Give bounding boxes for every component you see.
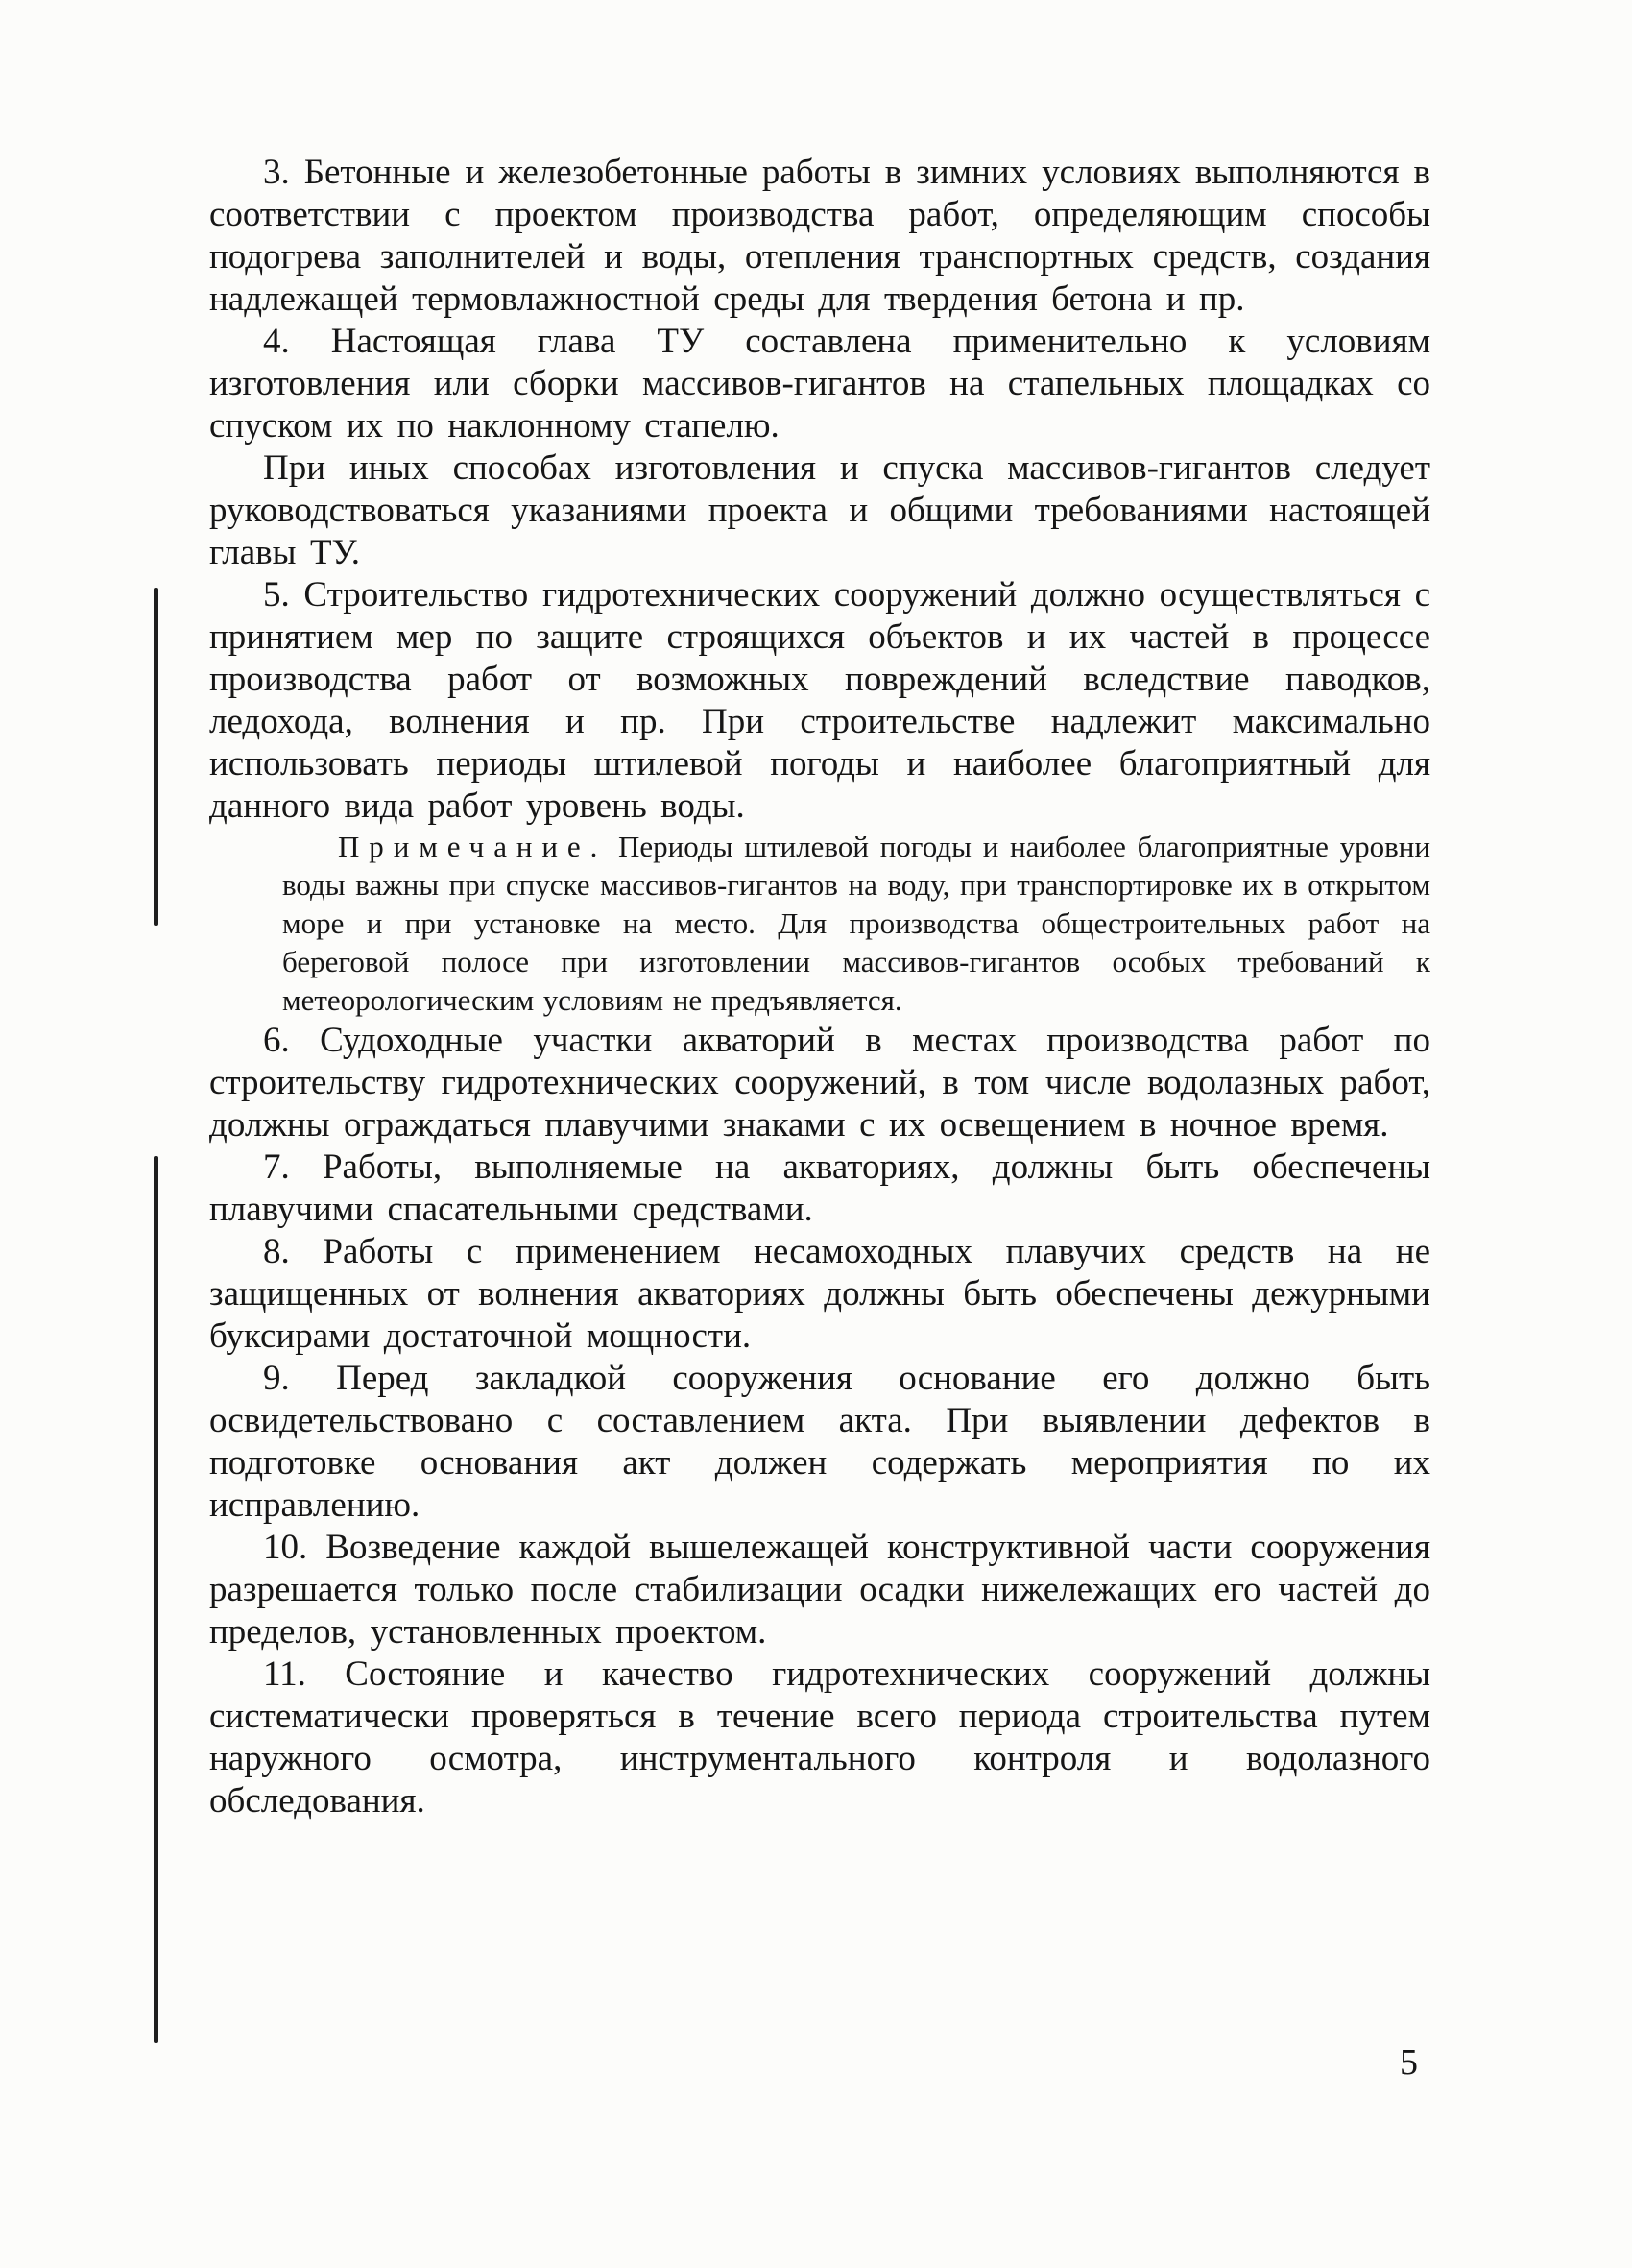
paragraph: 11. Состояние и качество гидротехнических сооружений должны систематически проверяться в течение всего периода строительства путем наружного осмотра, инструментального контроля и водолазного обследования. (209, 1654, 1430, 1821)
paragraph: 6. Судоходные участки акваторий в местах производства работ по строительству гидротехнических сооружений, в том числе водолазных работ, должны ограждаться плавучими знаками с их освещением в ночное время. (209, 1021, 1430, 1145)
revision-mark-bar (154, 588, 158, 926)
paragraph: При иных способах изготовления и спуска массивов-гигантов следует руководствоваться указаниями проекта и общими требованиями настоящей главы ТУ. (209, 448, 1430, 572)
note-label: Примечание. (338, 830, 608, 863)
paragraph: 4. Настоящая глава ТУ составлена применительно к условиям изготовления или сборки массивов-гигантов на стапельных площадках со спуском их по наклонному стапелю. (209, 322, 1430, 446)
page-number: 5 (1400, 2042, 1418, 2083)
paragraph: 5. Строительство гидротехнических сооружений должно осуществляться с принятием мер по защите строящихся объектов и их частей в процессе производства работ от возможных повреждений вследствие паводков, ледохода, волнения и пр. При строительстве надлежит максимально использовать периоды штилевой погоды и наиболее благоприятный для данного вида работ уровень воды. (209, 575, 1430, 826)
paragraph: 3. Бетонные и железобетонные работы в зимних условиях выполняются в соответствии с проектом производства работ, определяющим способы подогрева заполнителей и воды, отепления транспортных средств, создания надлежащей термовлажностной среды для твердения бетона и пр. (209, 153, 1430, 319)
paragraph: 10. Возведение каждой вышележащей конструктивной части сооружения разрешается только после стабилизации осадки нижележащих его частей до пределов, установленных проектом. (209, 1528, 1430, 1652)
paragraph: 7. Работы, выполняемые на акваториях, должны быть обеспечены плавучими спасательными средствами. (209, 1147, 1430, 1229)
revision-mark-bar (154, 1156, 158, 2043)
paragraph: 8. Работы с применением несамоходных плавучих средств на не защищенных от волнения акваториях должны быть обеспечены дежурными буксирами достаточной мощности. (209, 1232, 1430, 1356)
paragraph: 9. Перед закладкой сооружения основание его должно быть освидетельствовано с составлением акта. При выявлении дефектов в подготовке основания акт должен содержать мероприятия по их исправлению. (209, 1359, 1430, 1525)
note-body: Периоды штилевой погоды и наиболее благоприятные уровни воды важны при спуске массивов-гигантов на воду, при транспортировке их в открытом море и при установке на место. Для производства общестроительных работ на береговой полосе при изготовлении массивов-гигантов особых требований к метеорологическим условиям не предъявляется. (282, 830, 1430, 1017)
text-block (209, 152, 1430, 1822)
note-paragraph (282, 828, 1430, 1020)
